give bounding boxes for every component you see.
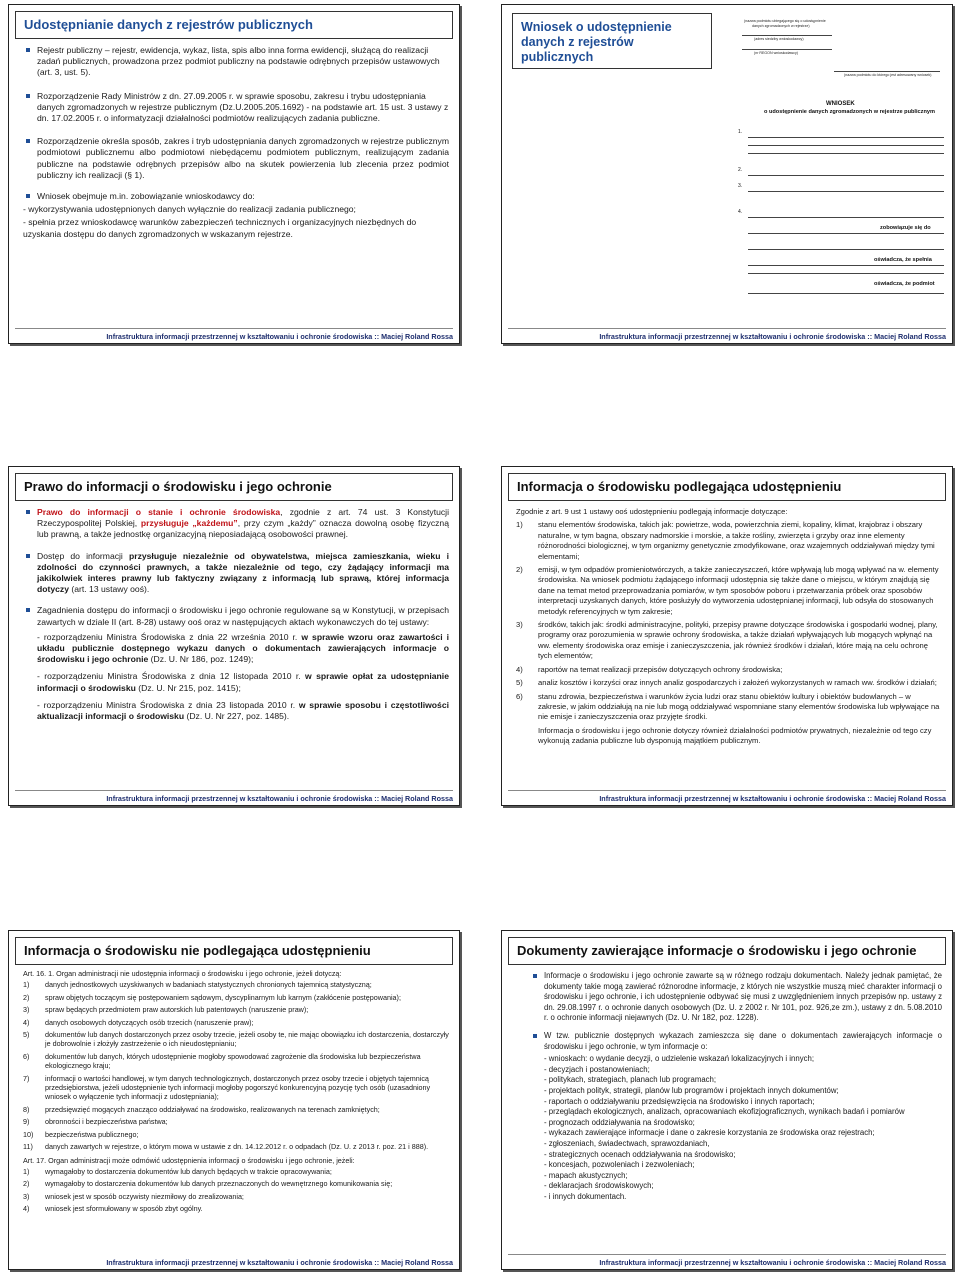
list-item: - koncesjach, pozwoleniach i zezwoleniach; xyxy=(544,1160,695,1170)
slide-rejestry-publiczne xyxy=(8,4,460,344)
list-item: - raportach o oddziaływaniu przedsięwzięcia na środowisko i innych raportach; xyxy=(544,1096,815,1106)
item-number: 1) xyxy=(23,980,30,990)
slide-title: Informacja o środowisku podlegająca udostępnieniu xyxy=(508,473,946,501)
item-text: wniosek jest w sposób oczywisty niezmiłowy do zrealizowania; xyxy=(45,1191,244,1201)
bullet-wniosek: Wniosek obejmuje m.in. zobowiązanie wnioskodawcy do: xyxy=(23,191,449,202)
form-line xyxy=(748,265,944,266)
item-number: 4) xyxy=(23,1204,30,1214)
bold-text: w sprawie sposobu i częstotliwości aktualizacji informacji o środowisku xyxy=(37,699,449,722)
footer: Infrastruktura informacji przestrzennej w kształtowaniu i ochronie środowiska :: Maciej Roland Rossa xyxy=(599,794,946,803)
form-line xyxy=(748,145,944,146)
list-item: - przeglądach ekologicznych, analizach, opracowaniach ekofizjograficznych, wynikach badań i pomiarów xyxy=(544,1107,905,1117)
item-text: analiz kosztów i korzyści oraz innych analiz gospodarczych i założeń wykorzystanych w ramach ww. środków i działań; xyxy=(538,678,937,688)
list-item xyxy=(23,1167,449,1176)
list-item: - decyzjach i postanowieniach; xyxy=(544,1064,650,1074)
footer: Infrastruktura informacji przestrzennej w kształtowaniu i ochronie środowiska :: Maciej Roland Rossa xyxy=(599,332,946,341)
bold-text: w sprawie wzoru oraz zawartości i układu publicznie dostępnego wykazu danych o dokumentach zawierających informacje o środowisku i jego ochronie xyxy=(37,631,450,665)
art17: Art. 17. Organ administracji może odmówić udostępnienia informacji o środowisku i jego ochronie, jeżeli: xyxy=(23,1155,355,1165)
bullet-rozporzadzenie-zakres: Rozporządzenie określa sposób, zakres i tryb udostępniania danych zgromadzonych w rejestrze publicznym podmiotowi publicznemu albo podmiotowi niebędącemu podmiotem publicznym, realizującym zadania publiczne na podstawie odrębnych przepisów albo na skutek powierzenia lub zlecenia przez podmiot publiczny ich realizacji (§ 1). xyxy=(23,136,449,181)
list-item: - prognozach oddziaływania na środowisko; xyxy=(544,1117,695,1127)
list-item xyxy=(23,1204,449,1213)
rozporzadzenie-2 xyxy=(37,671,449,693)
form-line xyxy=(748,153,944,154)
item-text: danych jednostkowych uzyskiwanych w badaniach statystycznych chronionych tajemnicą statystyczną; xyxy=(45,980,372,990)
item-text: wymagałoby to dostarczenia dokumentów lub danych przeznaczonych do wewnętrznego komunikowania się; xyxy=(45,1179,393,1189)
form-line xyxy=(834,71,940,72)
item-number: 5) xyxy=(23,1030,30,1040)
text: Dostęp do informacji xyxy=(37,550,129,561)
item-number: 1) xyxy=(516,520,523,530)
list-item xyxy=(23,1105,449,1114)
item-text: informacji o wartości handlowej, w tym danych technologicznych, dostarczonych przez osoby trzecie i objętych tajemnicą przedsiębiorstwa, jeżeli udostępnienie tych informacji mogłoby pogorszyć konkurencyjną pozycję tych osób (uzasadniony wniosek o wyłączenie tych informacji z udostępniania); xyxy=(45,1073,431,1102)
form-small-text: danych zgromadzonych w rejestrze) xyxy=(752,24,810,28)
list-item xyxy=(516,665,942,675)
item-number: 4) xyxy=(23,1017,30,1027)
footer-divider xyxy=(508,1254,946,1255)
form-heading: WNIOSEK xyxy=(826,101,855,107)
form-right-3: oświadcza, że podmiot xyxy=(874,281,935,287)
item-number: 2) xyxy=(23,1179,30,1189)
bold-text: przysługuje niezależnie od obywatelstwa, miejsca zamieszkania, wieku i zdolności do czynności prawnych, a także niezależnie od tego, czy żądający informacji ma jakikolwiek interes prawny lub faktyczny związany z informacją lub sprawą, której informacja dotyczy xyxy=(37,550,449,595)
item-number: 2) xyxy=(23,992,30,1002)
form-line xyxy=(748,273,944,274)
form-right-1: zobowiązuje się do xyxy=(880,225,931,231)
footer-divider xyxy=(15,790,453,791)
items-list xyxy=(23,980,449,1151)
list-item xyxy=(23,1179,449,1188)
items-list-2 xyxy=(23,1167,449,1214)
list-item: - zgłoszeniach, świadectwach, sprawozdaniach, xyxy=(544,1138,710,1148)
form-num: 4. xyxy=(738,209,743,215)
form-num: 3. xyxy=(738,183,743,189)
footer-divider xyxy=(508,328,946,329)
item-text: danych osobowych dotyczących osób trzecich (naruszenie praw); xyxy=(45,1017,254,1027)
list-item xyxy=(516,678,942,688)
item-number: 7) xyxy=(23,1073,30,1083)
list-item: - projektach polityk, strategii, planów lub programów i projektach innych dokumentów; xyxy=(544,1085,839,1095)
footer: Infrastruktura informacji przestrzennej w kształtowaniu i ochronie środowiska :: Maciej Roland Rossa xyxy=(106,1258,453,1267)
list-item: - mapach akustycznych; xyxy=(544,1170,628,1180)
rozporzadzenie-1 xyxy=(37,632,449,666)
item-text: dokumentów lub danych dostarczonych przez osoby trzecie, jeżeli osoby te, nie mając obowiązku ich dostarczenia, dostarczyły je dobrowolnie i złożyły zastrzeżenie o ich nieudostępnianiu; xyxy=(45,1030,449,1049)
slide-prawo-do-informacji xyxy=(8,466,460,806)
text: , przy czym „każdy” oznacza dowolną osobę fizyczną lub prawną, a także jednostkę organizacyjną nieposiadającą osobowości prawnej. xyxy=(37,518,449,540)
list-item xyxy=(516,692,942,723)
form-small-text: (nazwa podmiotu ubiegającego się o udostępnienie xyxy=(744,19,826,23)
form-line xyxy=(748,233,944,234)
slide-title: Prawo do informacji o środowisku i jego ochronie xyxy=(15,473,453,501)
footer: Infrastruktura informacji przestrzennej w kształtowaniu i ochronie środowiska :: Maciej Roland Rossa xyxy=(599,1258,946,1267)
form-line xyxy=(748,137,944,138)
item-text: stanu elementów środowiska, takich jak: powietrze, woda, powierzchnia ziemi, kopaliny, klimat, krajobraz i obszary naturalne, w tym bagna, obszary nadmorskie i morskie, a także rośliny, zwierzęta i grzyby oraz inne elementy różnorodności biologicznej, w tym organizmy genetycznie zmodyfikowane, oraz wzajemnych oddziaływań między tymi elementami; xyxy=(538,520,935,561)
list-item: - wykazach zawierające informacje i dane o zakresie korzystania ze środowiska oraz rejestrach; xyxy=(544,1128,875,1138)
item-number: 1) xyxy=(23,1166,30,1176)
item-number: 5) xyxy=(516,678,523,688)
text: (Dz. U. Nr 215, poz. 1415); xyxy=(135,682,241,693)
wniosek-line-1: - wykorzystywania udostępnionych danych wyłącznie do realizacji zadania publicznego; xyxy=(23,204,356,215)
item-number: 11) xyxy=(23,1142,33,1152)
list-item xyxy=(516,520,942,562)
text: , zgodnie z art. 74 ust. 3 Konstytucji Rzeczypospolitej Polskiej, xyxy=(37,507,449,529)
text: - rozporządzeniu Ministra Środowiska z dnia 22 września 2010 r. xyxy=(37,631,302,642)
slide-wniosek-form xyxy=(501,4,953,344)
item-number: 10) xyxy=(23,1129,34,1139)
item-number: 2) xyxy=(516,565,523,575)
form-line xyxy=(748,191,944,192)
form-small-text: (nr REGON wnioskodawcy) xyxy=(754,51,798,55)
list-item: - politykach, strategiach, planach lub programach; xyxy=(544,1075,717,1085)
form-right-2: oświadcza, że spełnia xyxy=(874,257,932,263)
list-item xyxy=(516,620,942,662)
highlight: przysługuje „każdemu” xyxy=(140,518,238,529)
form-line xyxy=(742,49,832,50)
intro: Art. 16. 1. Organ administracji nie udostępnia informacji o środowisku i jego ochronie, jeżeli dotyczą: xyxy=(23,969,342,978)
list-item xyxy=(23,1192,449,1201)
bullet-rejestr-definition: Rejestr publiczny – rejestr, ewidencja, wykaz, lista, spis albo inna forma ewidencji, służącą do realizacji zadań publicznych, prowadzona przez podmiot publiczny na podstawie odrębnych przepisów ustawowych (art. 3, ust. 5). xyxy=(23,45,449,79)
text: (art. 13 ustawy ooś). xyxy=(69,584,150,595)
text: (Dz. U. Nr 227, poz. 1485). xyxy=(184,711,290,722)
item-text: obronności i bezpieczeństwa państwa; xyxy=(45,1117,168,1127)
footer-divider xyxy=(15,328,453,329)
bullet-zagadnienia: Zagadnienia dostępu do informacji o środowisku i jego ochronie regulowane są w Konstytucji, w przepisach zawartych w dziale II (art. 8-28) ustawy ooś oraz w następujących aktach wykonawczych do tej ustawy: xyxy=(23,605,449,627)
list-item xyxy=(23,1130,449,1139)
form-line xyxy=(748,293,944,294)
list-item: - i innych dokumentach. xyxy=(544,1191,627,1201)
item-text: dokumentów lub danych, których udostępnienie mogłoby spowodować zagrożenie dla środowiska lub bezpieczeństwa ekologicznego kraju; xyxy=(45,1051,421,1071)
bold-text: w sprawie opłat za udostępnianie informacji o środowisku xyxy=(37,671,449,693)
item-text: emisji, w tym odpadów promieniotwórczych, a także zanieczyszczeń, które wpływają lub mogą wpływać na w. elementy środowiska. Na wniosek podmiotu żądającego informacji udostępnia się także dane o miejscu, w którym znajdują się dane na temat metod przeprowadzania pomiarów, w tym sposobów poboru i przetwarzania próbek oraz sposobów interpretacji uzyskanych danych, które posłużyły do wytworzenia udostępnianej informacji, lub odsyła do stosowanych metodyk referencyjnych w tym zakresie; xyxy=(538,565,939,616)
form-num: 1. xyxy=(738,129,743,135)
bullet-wykazy: W tzw. publicznie dostępnych wykazach zamieszcza się dane o dokumentach zawierających informacje o środowisku i jego ochronie, w tym informacje o: xyxy=(530,1031,942,1052)
form-small-text: (nazwa podmiotu do którego jest adresowany wniosek) xyxy=(844,73,932,77)
intro: Zgodnie z art. 9 ust 1 ustawy ooś udostępnieniu podlegają informacje dotyczące: xyxy=(516,507,788,516)
bullet-dokumenty: Informacje o środowisku i jego ochronie zawarte są w różnego rodzaju dokumentach. Należy jednak pamiętać, że dokumenty takie mogą zawierać różnorodne informacje, z których nie wszystkie muszą mieć charakter informacji o środowisku i jego ochronie, i ich udostępnienie odbywać się musi z uwzględnieniem innych przepisów np. ustawy z dn. 29.08.1997 r. o ochronie danych osobowych (Dz. U. z 2002 r. Nr 101, poz. 926,ze zm.), ustawy z dn. 5.08.2010 r. o ochronie informacji niejawnych (Dz. U. Nr 182, poz. 1228). xyxy=(530,971,942,1024)
list-item: - wnioskach: o wydanie decyzji, o udzielenie wskazań lokalizacyjnych i innych; xyxy=(544,1054,814,1064)
footer: Infrastruktura informacji przestrzennej w kształtowaniu i ochronie środowiska :: Maciej Roland Rossa xyxy=(106,794,453,803)
item-text: raportów na temat realizacji przepisów dotyczących ochrony środowiska; xyxy=(538,664,783,674)
list-item: - strategicznych ocenach oddziaływania na środowisko; xyxy=(544,1149,736,1159)
item-text: wniosek jest sformułowany w sposób zbyt ogólny. xyxy=(45,1204,203,1214)
item-text: stanu zdrowia, bezpieczeństwa i warunków życia ludzi oraz stanu obiektów kultury i obiektów budowlanych – w zakresie, w jakim oddziałują na nie lub mogą oddziaływać wspomniane stany elementów środowiska lub wpływające na nie emisje i zanieczyszczenia oraz przyjęte środki. xyxy=(538,691,940,722)
list-item xyxy=(23,1142,449,1151)
slide-title: Wniosek o udostępnienie danych z rejestrów publicznych xyxy=(512,13,712,69)
item-number: 3) xyxy=(23,1191,30,1201)
slide-dokumenty xyxy=(501,930,953,1270)
form-subheading: o udostępnienie danych zgromadzonych w rejestrze publicznym xyxy=(764,109,935,115)
item-number: 3) xyxy=(516,620,523,630)
item-text: środków, takich jak: środki administracyjne, polityki, przepisy prawne dotyczące środowiska i gospodarki wodnej, plany, programy oraz porozumienia w sprawie ochrony środowiska, a także działań wpływających lub mogących wpłynąć na ww. elementy środowiska oraz emisje i zanieczyszczenia, jak również środków i działań, które mają na celu ochronę tych elementów; xyxy=(538,620,938,661)
rozporzadzenie-3 xyxy=(37,700,449,722)
bullet-prawo-kazdy xyxy=(23,507,449,541)
form-line xyxy=(748,175,944,176)
text: (Dz. U. Nr 186, poz. 1249); xyxy=(148,654,254,665)
form-line xyxy=(742,35,832,36)
list-item xyxy=(516,565,942,617)
slide-content xyxy=(23,45,449,246)
slide-title: Informacja o środowisku nie podlegająca udostępnieniu xyxy=(15,937,453,965)
list-item xyxy=(23,1030,449,1049)
slide-content xyxy=(516,507,942,753)
item-text: danych zawartych w rejestrze, o którym mowa w ustawie z dn. 14.12.2012 r. o odpadach (Dz. U. z 2013 r. poz. 21 i 888). xyxy=(45,1142,429,1152)
form-line xyxy=(748,249,944,250)
list-item xyxy=(23,1018,449,1027)
item-text: spraw będących przedmiotem praw autorskich lub patentowych (naruszenie praw); xyxy=(45,1005,309,1015)
text: - rozporządzeniu Ministra Środowiska z dnia 23 listopada 2010 r. xyxy=(37,699,299,710)
item-number: 6) xyxy=(23,1051,30,1061)
rozporzadzenia-list xyxy=(23,632,449,722)
slide-informacja-nie-podlegajaca xyxy=(8,930,460,1270)
slide-title: Dokumenty zawierające informacje o środowisku i jego ochronie xyxy=(508,937,946,965)
item-number: 9) xyxy=(23,1117,30,1127)
slide-title: Udostępnianie danych z rejestrów publicznych xyxy=(15,11,453,39)
item-number: 3) xyxy=(23,1005,30,1015)
list-item xyxy=(23,993,449,1002)
list-item xyxy=(23,1117,449,1126)
form-small-text: (adres siedziby wnioskodawcy) xyxy=(754,37,804,41)
text: - rozporządzeniu Ministra Środowiska z dnia 12 listopada 2010 r. xyxy=(37,671,306,682)
items-list xyxy=(516,520,942,722)
form-num: 2. xyxy=(738,167,743,173)
slide-content xyxy=(23,969,449,1217)
outro: Informacja o środowisku i jego ochronie dotyczy również działalności podmiotów prywatnych, niezależnie od tego czy wykonują zadania publiczne lub dysponują majątkiem publicznym. xyxy=(538,725,932,746)
list-item xyxy=(23,1005,449,1014)
item-text: wymagałoby to dostarczenia dokumentów lub danych będących w trakcie opracowywania; xyxy=(45,1166,332,1176)
list-item xyxy=(23,1074,449,1102)
list-item xyxy=(23,1052,449,1071)
item-text: przedsięwzięć mogących znacząco oddziaływać na środowisko, realizowanych na terenach zamkniętych; xyxy=(45,1104,380,1114)
footer-divider xyxy=(508,790,946,791)
list-item: - deklaracjach środowiskowych; xyxy=(544,1181,654,1191)
item-number: 6) xyxy=(516,691,523,701)
item-number: 4) xyxy=(516,664,523,674)
item-number: 8) xyxy=(23,1104,30,1114)
footer: Infrastruktura informacji przestrzennej w kształtowaniu i ochronie środowiska :: Maciej Roland Rossa xyxy=(106,332,453,341)
highlight: Prawo do informacji o stanie i ochronie środowiska xyxy=(37,507,281,517)
slide-content xyxy=(23,507,449,728)
slide-informacja-podlegajaca xyxy=(501,466,953,806)
list-item xyxy=(23,980,449,989)
item-text: spraw objętych toczącym się postępowaniem sądowym, dyscyplinarnym lub karnym (zakłócenie postępowania); xyxy=(45,992,401,1002)
dokumenty-list xyxy=(516,1054,942,1202)
item-text: bezpieczeństwa publicznego; xyxy=(45,1129,139,1139)
bullet-rozporzadzenie: Rozporządzenie Rady Ministrów z dn. 27.09.2005 r. w sprawie sposobu, zakresu i trybu udostępniania danych zgromadzonych w rejestrze publicznym (Dz.U.2005.205.1692) - na podstawie art. 15 ust. 3 ustawy z dn. 17.02.2005 r. o informatyzacji działalności podmiotów realizujących zadania publiczne. xyxy=(23,91,449,125)
bullet-dostep xyxy=(23,551,449,596)
form-line xyxy=(748,217,944,218)
wniosek-line-2: - spełnia przez wnioskodawcę warunków zabezpieczeń technicznych i organizacyjnych niezbędnych do uzyskania dostępu do danych zgromadzonych w wskazanym rejestrze. xyxy=(23,217,417,239)
form-image xyxy=(734,13,946,325)
slide-content xyxy=(516,971,942,1202)
